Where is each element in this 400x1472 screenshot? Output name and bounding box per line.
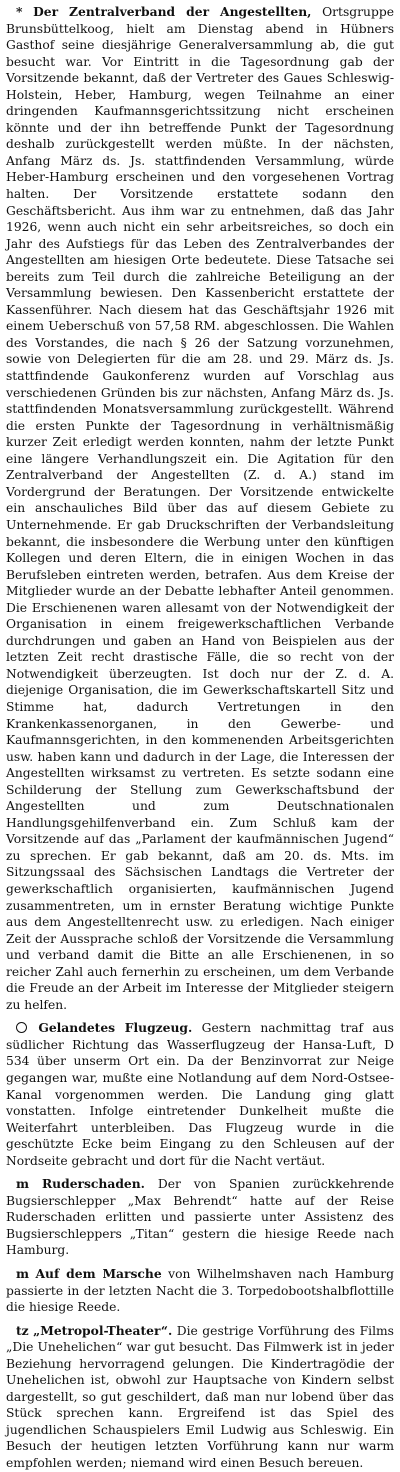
article-marker-asterisk: * — [16, 4, 23, 19]
article-heading: Der Zentralverband der Angestellten, — [33, 4, 312, 19]
article-marker: m — [16, 1176, 30, 1192]
article-marsche — [6, 1266, 394, 1316]
article-marker: m — [16, 1266, 30, 1282]
ring-marker-icon — [16, 1022, 27, 1033]
article-marker: tz — [16, 1322, 29, 1338]
article-heading: Gelandetes Flugzeug. — [38, 1020, 193, 1036]
article-body: Ortsgruppe Brunsbüttelkoog, hielt am Dienstag abend in Hübners Gasthof seine diesjährige Generalversammlung ab, die gut besucht war. Vor Eintritt in die Tagesordnung gab der Vorsitzende bekannt, daß der Vertreter des Gaues Schleswig-Holstein, Heber, Hamburg, wegen Teilnahme an einer dringenden Kaufmannsgerichtssitzung nicht erscheinen könnte und der ihn betreffende Punkt der Tagesordnung deshalb zurückgestellt werden müßte. In der nächsten, Anfang März ds. Js. stattfindenden Versammlung, würde Heber-Hamburg erscheinen und den vorgesehenen Vortrag halten. Der Vorsitzende erstattete sodann den Geschäftsbericht. Aus ihm war zu entnehmen, daß das Jahr 1926, wenn auch nicht ein sehr arbeitsreiches, so doch ein Jahr des Aufstiegs für das Leben des Zentralverbandes der Angestellten am hiesigen Orte bedeutete. Diese Tatsache sei bereits zum Teil durch die zahlreiche Beteiligung an der Versammlung bewiesen. Den Kassenbericht erstattete der Kassenführer. Nach diesem hat das Geschäftsjahr 1926 mit einem Ueberschuß von 57,58 RM. abgeschlossen. Die Wahlen des Vorstandes, die nach § 26 der Satzung vorzunehmen, sowie von Delegierten für die am 28. und 29. März ds. Js. stattfindende Gaukonferenz wurden auf Vorschlag aus verschiedenen Gründen bis zur nächsten, Anfang März ds. Js. stattfindenden Monatsversammlung zurückgestellt. Während die ersten Punkte der Tagesordnung in verhältnismäßig kurzer Zeit erledigt werden konnten, nahm der letzte Punkt eine längere Verhandlungszeit ein. Die Agitation für den Zentralverband der Angestellten (Z. d. A.) stand im Vordergrund der Beratungen. Der Vorsitzende entwickelte ein anschauliches Bild über das auf diesem Gebiete zu Unternehmende. Er gab Druckschriften der Verbandsleitung bekannt, die insbesondere die Werbung unter den künftigen Kollegen und deren Eltern, die in einigen Wochen in das Berufsleben eintreten werden, betrafen. Aus dem Kreise der Mitglieder wurde an der Debatte lebhafter Anteil genommen. Die Erschienenen waren allesamt von der Notwendigkeit der Organisation in einem freigewerkschaftlichen Verbande durchdrungen und gaben an Hand von Beispielen aus der letzten Zeit recht drastische Fälle, die so recht von der Notwendigkeit überzeugten. Ist doch nur der Z. d. A. diejenige Organisation, die im Gewerkschaftskartell Sitz und Stimme hat, dadurch Vertretungen in den Krankenkassenorganen, in den Gewerbe- und Kaufmannsgerichten, in den kommenenden Arbeitsgerichten usw. haben kann und dadurch in der Lage, die Interessen der Angestellten wirksamst zu vertreten. Es setzte sodann eine Schilderung der Stellung zum Gewerkschaftsbund der Angestellten und zum Deutschnationalen Handlungsgehilfenverband ein. Zum Schluß kam der Vorsitzende auf das „Parlament der kaufmännischen Jugend“ zu sprechen. Er gab bekannt, daß am 20. ds. Mts. im Sitzungssaal des Sächsischen Landtags die Vertreter der gewerkschaftlich organisierten, kaufmännischen Jugend zusammentreten, um in ernster Beratung wichtige Punkte aus dem Angestelltenrecht usw. zu erledigen. Nach einiger Zeit der Aussprache schloß der Vorsitzende die Versammlung und verband damit die Bitte an alle Erschienenen, in so reicher Zahl auch fernerhin zu erscheinen, um dem Verbande die Freude an der Arbeit im Interesse der Mitglieder steigern zu helfen. — [6, 5, 394, 1012]
article-flugzeug — [6, 1020, 394, 1169]
article-heading: Ruderschaden. — [41, 1176, 145, 1192]
article-heading: „Metropol-Theater“. — [33, 1322, 173, 1338]
article-ruderschaden — [6, 1176, 394, 1259]
article-zentralverband — [6, 4, 394, 1013]
article-heading: Auf dem Marsche — [35, 1266, 162, 1282]
article-body: von Wilhelmshaven nach Hamburg passierte in der letzten Nacht die 3. Torpedobootshalbflottille die hiesige Reede. — [6, 1267, 394, 1315]
article-body: Gestern nachmittag traf aus südlicher Richtung das Wasserflugzeug der Hansa-Luft, D 534 über unserm Ort ein. Da der Benzinvorrat zur Neige gegangen war, mußte eine Notlandung auf dem Nord-Ostsee-Kanal vorgenommen werden. Die Landung ging glatt vonstatten. Infolge eintretender Dunkelheit mußte die Weiterfahrt unterbleiben. Das Flugzeug wurde in die geschützte Ecke beim Eingang zu den Schleusen auf der Nordseite gebracht und dort für die Nacht vertäut. — [6, 1021, 394, 1168]
article-metropol-theater — [6, 1323, 394, 1472]
article-body: Der von Spanien zurückkehrende Bugsierschlepper „Max Behrendt“ hatte auf der Reise Ruderschaden erlitten und passierte unter Assistenz des Bugsierschleppers „Titan“ gestern die hiesige Reede nach Hamburg. — [6, 1177, 394, 1258]
article-body: Die gestrige Vorführung des Films „Die Unehelichen“ war gut besucht. Das Filmwerk ist in jeder Beziehung hervorragend gelungen. Die Kindertragödie der Unehelichen ist, obwohl zur Hauptsache von Kindern selbst dargestellt, so gut geschildert, daß man nur lobend über das Stück sprechen kann. Ergreifend ist das Spiel des jugendlichen Schauspielers Emil Ludwig aus Schleswig. Ein Besuch der heutigen letzten Vorführung kann nur warm empfohlen werden; niemand wird einen Besuch bereuen. — [6, 1323, 394, 1471]
